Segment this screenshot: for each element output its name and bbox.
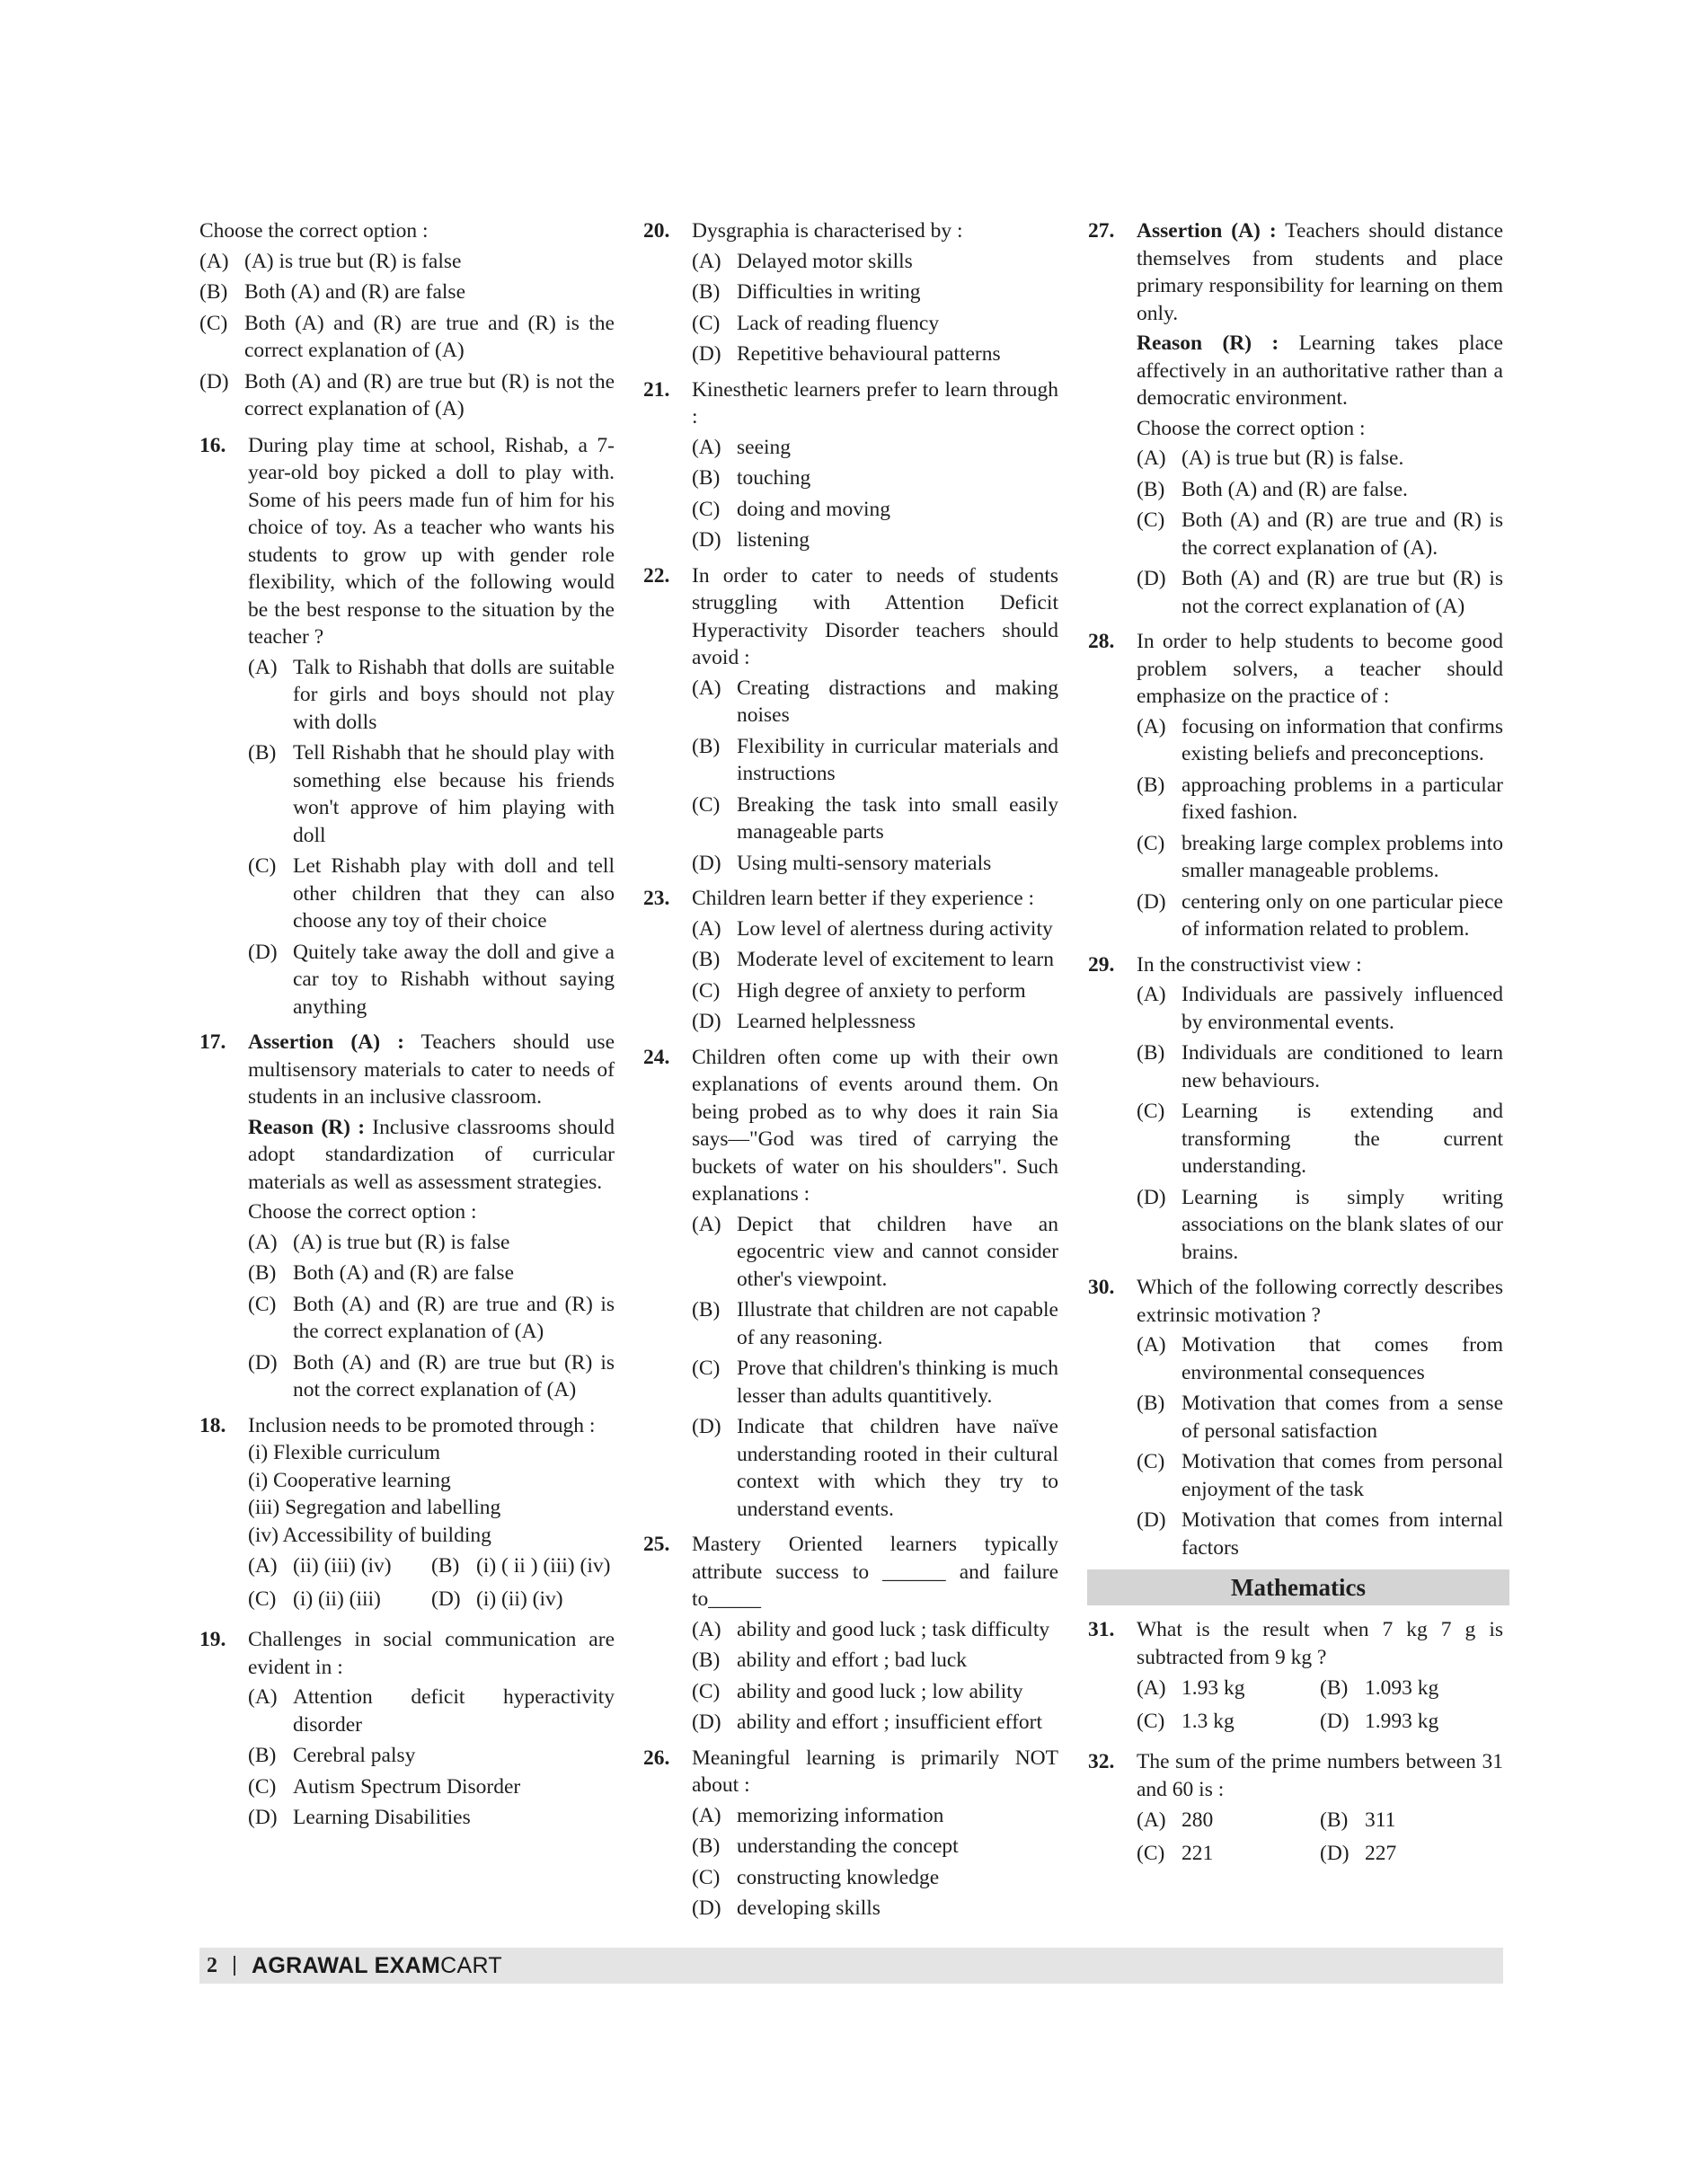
option-d — [431, 1586, 615, 1613]
option-c — [692, 310, 1058, 338]
question-stem: Choose the correct option : — [199, 219, 429, 243]
option-text: doing and moving — [737, 497, 891, 521]
option-key: (C) — [1137, 1450, 1165, 1473]
option-text: Depict that children have an egocentric view and cannot consider other's viewpoint. — [737, 1212, 1058, 1291]
question-stem: In the constructivist view : — [1137, 952, 1362, 977]
option-b — [1320, 1807, 1503, 1834]
page-number: 2 — [207, 1953, 217, 1977]
option-a — [692, 434, 1058, 462]
option-text: Creating distractions and making noises — [737, 676, 1058, 727]
option-key: (D) — [248, 1350, 278, 1375]
option-text: Let Rishabh play with doll and tell other children that they can also choose any toy of their choice — [293, 854, 615, 933]
option-text: Motivation that comes from a sense of personal satisfaction — [1181, 1392, 1503, 1443]
option-b — [1137, 1390, 1503, 1445]
assertion-text: Teachers should use multisensory materials to cater to needs of students in an inclusive classroom. — [248, 1030, 615, 1109]
brand-logo — [252, 1953, 502, 1979]
question-17 — [199, 1029, 615, 1404]
option-key: (D) — [248, 1806, 278, 1829]
question-number: 21. — [643, 377, 670, 402]
option-key: (A) — [692, 1212, 721, 1236]
option-text: 1.93 kg — [1181, 1676, 1245, 1700]
option-key: (C) — [692, 1357, 721, 1380]
question-stem: Inclusion needs to be promoted through : — [248, 1413, 596, 1437]
column-middle — [643, 217, 1058, 1931]
reason-label: Reason (R) : — [1137, 332, 1279, 355]
option-key: (A) — [692, 1617, 721, 1641]
option-key: (A) — [248, 655, 278, 679]
option-text: Both (A) and (R) are true and (R) is the correct explanation of (A) — [293, 1292, 615, 1343]
option-text: (ii) (iii) (iv) — [293, 1554, 392, 1578]
option-text: Both (A) and (R) are true and (R) is the correct explanation of (A). — [1181, 508, 1503, 560]
list-item: (iii) Segregation and labelling — [248, 1496, 501, 1519]
option-a — [1137, 1807, 1320, 1834]
option-key: (B) — [248, 1261, 277, 1285]
option-key: (D) — [1137, 889, 1166, 914]
option-text: 1.093 kg — [1365, 1676, 1439, 1700]
option-c — [248, 1586, 431, 1613]
option-text: memorizing information — [737, 1803, 944, 1827]
option-grid — [1137, 1807, 1503, 1872]
option-key: (B) — [1137, 1041, 1165, 1065]
option-text: 227 — [1365, 1841, 1397, 1865]
option-text: Lack of reading fluency — [737, 311, 940, 335]
option-key: (B) — [248, 741, 277, 765]
option-text: Both (A) and (R) are true but (R) is not the correct explanation of (A) — [293, 1350, 615, 1401]
option-text: Quitely take away the doll and give a car toy to Rishabh without saying anything — [293, 940, 615, 1019]
option-text: Learning Disabilities — [293, 1806, 471, 1829]
option-c — [1137, 507, 1503, 561]
option-key: (C) — [199, 311, 228, 335]
option-key: (C) — [692, 792, 721, 817]
option-key: (D) — [692, 1711, 721, 1734]
option-text: Individuals are conditioned to learn new behaviours. — [1181, 1041, 1503, 1092]
option-key: (C) — [248, 1774, 277, 1799]
option-text: seeing — [737, 435, 792, 459]
option-key: (A) — [248, 1685, 278, 1709]
option-key: (C) — [1137, 1100, 1165, 1123]
assertion-label: Assertion (A) : — [1137, 219, 1277, 243]
option-text: Both (A) and (R) are true but (R) is not the correct explanation of (A) — [244, 369, 615, 420]
option-d — [1137, 888, 1503, 943]
option-d — [692, 1895, 1058, 1923]
question-25 — [643, 1531, 1058, 1737]
option-b — [692, 278, 1058, 306]
option-text: Indicate that children have naïve understanding rooted in their cultural context with which they try to understand events. — [737, 1415, 1058, 1521]
option-key: (C) — [248, 1587, 277, 1611]
option-grid — [1137, 1675, 1503, 1740]
option-a — [248, 654, 615, 737]
option-key: (D) — [1320, 1841, 1350, 1865]
question-15-continued — [199, 217, 615, 423]
question-number: 28. — [1088, 630, 1115, 653]
option-key: (C) — [692, 1865, 721, 1889]
option-d — [1137, 1507, 1503, 1561]
option-key: (C) — [692, 311, 721, 335]
option-c — [692, 1678, 1058, 1706]
option-text: breaking large complex problems into smaller manageable problems. — [1181, 831, 1503, 882]
option-c — [692, 791, 1058, 846]
option-b — [431, 1552, 615, 1580]
option-c — [248, 853, 615, 935]
option-d — [248, 939, 615, 1021]
option-text: Motivation that comes from environmental consequences — [1181, 1333, 1503, 1384]
question-stem: Dysgraphia is characterised by : — [692, 219, 963, 243]
option-a — [248, 1552, 431, 1580]
question-27 — [1088, 217, 1503, 620]
column-left — [199, 217, 615, 1840]
question-26 — [643, 1745, 1058, 1923]
question-stem: Mastery Oriented learners typically attribute success to ______ and failure to_____ — [692, 1533, 1058, 1611]
option-text: Motivation that comes from personal enjoyment of the task — [1181, 1450, 1503, 1501]
question-number: 22. — [643, 563, 670, 588]
option-text: approaching problems in a particular fixed fashion. — [1181, 773, 1503, 824]
option-text: (A) is true but (R) is false — [293, 1230, 510, 1254]
option-a — [692, 1802, 1058, 1830]
option-key: (D) — [692, 1896, 721, 1920]
option-d — [692, 850, 1058, 878]
option-key: (B) — [248, 1744, 277, 1767]
question-number: 16. — [199, 433, 226, 457]
option-a — [692, 1211, 1058, 1294]
option-d — [692, 526, 1058, 554]
option-key: (C) — [248, 854, 277, 878]
option-key: (B) — [692, 280, 721, 304]
question-number: 31. — [1088, 1618, 1115, 1641]
option-text: Talk to Rishabh that dolls are suitable for girls and boys should not play with dolls — [293, 655, 615, 734]
option-key: (C) — [1137, 831, 1165, 855]
option-key: (A) — [1137, 1333, 1166, 1357]
option-d — [1137, 1184, 1503, 1267]
option-text: Both (A) and (R) are false. — [1181, 477, 1408, 501]
option-c — [692, 1864, 1058, 1892]
option-text: focusing on information that confirms existing beliefs and preconceptions. — [1181, 714, 1503, 765]
option-c — [1137, 1098, 1503, 1180]
option-key: (D) — [692, 528, 721, 552]
option-key: (A) — [692, 249, 721, 273]
assertion — [248, 1029, 615, 1111]
option-a — [692, 675, 1058, 729]
option-a — [1137, 445, 1503, 473]
question-23 — [643, 885, 1058, 1036]
option-key: (C) — [1137, 1841, 1165, 1865]
option-text: Illustrate that children are not capable of any reasoning. — [737, 1298, 1058, 1349]
option-c — [692, 1355, 1058, 1410]
option-text: (A) is true but (R) is false — [244, 249, 462, 273]
option-text: High degree of anxiety to perform — [737, 978, 1026, 1003]
option-key: (C) — [248, 1292, 277, 1316]
option-text: Tell Rishabh that he should play with something else because his friends won't approve of him playing with doll — [293, 741, 615, 847]
question-number: 23. — [643, 887, 670, 910]
question-stem: During play time at school, Rishab, a 7-year-old boy picked a doll to play with. Some of his peers made fun of him for his choice of toy. As a teacher who wants his students to grow up with gender role flexibility, which of the following would be the best response to the situation by the teacher ? — [248, 433, 615, 649]
option-c — [1137, 830, 1503, 885]
option-key: (B) — [692, 948, 721, 971]
reason-text: Inclusive classrooms should adopt standardization of curricular materials as well as assessment strategies. — [248, 1115, 615, 1194]
option-a — [199, 248, 615, 276]
option-key: (B) — [692, 466, 721, 490]
option-b — [692, 733, 1058, 788]
option-key: (C) — [692, 497, 721, 521]
list-item: (iv) Accessibility of building — [248, 1523, 491, 1547]
question-number: 26. — [643, 1746, 670, 1770]
option-d — [199, 368, 615, 423]
option-d — [1137, 565, 1503, 620]
option-key: (B) — [692, 1834, 721, 1858]
option-text: Low level of alertness during activity — [737, 916, 1053, 941]
option-c — [692, 977, 1058, 1005]
option-text: developing skills — [737, 1896, 881, 1920]
option-text: Difficulties in writing — [737, 280, 921, 304]
option-b — [199, 278, 615, 306]
option-key: (A) — [248, 1230, 278, 1254]
option-a — [692, 915, 1058, 943]
option-key: (A) — [1137, 1808, 1166, 1832]
option-key: (C) — [692, 1679, 721, 1703]
option-a — [248, 1684, 615, 1738]
option-b — [248, 1742, 615, 1770]
section-heading-mathematics: Mathematics — [1087, 1569, 1509, 1605]
question-number: 17. — [199, 1030, 226, 1054]
question-31 — [1088, 1616, 1503, 1740]
question-stem: Children often come up with their own explanations of events around them. On being probed as to why does it rain Sia says—"God was tired of carrying the buckets of water on his shoulders". Such explanations : — [692, 1045, 1058, 1206]
option-key: (D) — [692, 342, 721, 366]
option-text: Prove that children's thinking is much lesser than adults quantitively. — [737, 1357, 1058, 1408]
question-21 — [643, 376, 1058, 554]
option-text: Learning is extending and transforming the current understanding. — [1181, 1100, 1503, 1178]
option-b — [692, 1296, 1058, 1351]
option-key: (D) — [248, 940, 278, 964]
option-key: (B) — [692, 1649, 721, 1672]
option-text: ability and effort ; insufficient effort — [737, 1711, 1043, 1734]
question-20 — [643, 217, 1058, 368]
option-text: Learned helplessness — [737, 1010, 916, 1033]
question-18 — [199, 1412, 615, 1619]
option-key: (B) — [1320, 1808, 1349, 1832]
question-stem: In order to cater to needs of students struggling with Attention Deficit Hyperactivity Disorder teachers should avoid : — [692, 563, 1058, 669]
option-grid — [248, 1552, 615, 1618]
question-stem: Kinesthetic learners prefer to learn through : — [692, 377, 1058, 429]
option-text: 1.993 kg — [1365, 1709, 1439, 1733]
column-right — [1088, 217, 1503, 1880]
option-key: (A) — [692, 435, 721, 459]
option-a — [1137, 1331, 1503, 1386]
question-24 — [643, 1044, 1058, 1524]
option-key: (D) — [1137, 567, 1166, 590]
question-number: 19. — [199, 1628, 226, 1651]
option-text: Moderate level of excitement to learn — [737, 948, 1054, 971]
option-d — [248, 1804, 615, 1832]
option-text: 1.3 kg — [1181, 1709, 1235, 1733]
option-key: (A) — [1137, 446, 1166, 470]
question-number: 27. — [1088, 219, 1115, 243]
assertion — [1137, 217, 1503, 327]
question-stem: The sum of the prime numbers between 31 and 60 is : — [1137, 1750, 1503, 1801]
option-a — [692, 248, 1058, 276]
option-text: Both (A) and (R) are false — [293, 1261, 515, 1285]
option-text: Both (A) and (R) are true but (R) is not the correct explanation of (A) — [1181, 567, 1503, 618]
option-key: (D) — [199, 369, 229, 393]
option-text: ability and good luck ; low ability — [737, 1679, 1023, 1703]
option-c — [248, 1291, 615, 1346]
option-key: (D) — [692, 1010, 721, 1033]
option-key: (A) — [1137, 983, 1166, 1006]
footer-divider — [234, 1956, 235, 1976]
option-b — [1137, 772, 1503, 827]
option-text: constructing knowledge — [737, 1865, 940, 1889]
brand-name-bold: AGRAWAL EXAM — [252, 1952, 441, 1978]
option-a — [692, 1616, 1058, 1644]
option-text: Breaking the task into small easily manageable parts — [737, 792, 1058, 844]
option-key: (D) — [1137, 1185, 1166, 1209]
question-32 — [1088, 1748, 1503, 1872]
option-key: (D) — [1320, 1709, 1350, 1733]
option-d — [1320, 1840, 1503, 1868]
option-key: (A) — [1137, 714, 1166, 738]
option-text: Autism Spectrum Disorder — [293, 1774, 521, 1799]
option-text: Repetitive behavioural patterns — [737, 342, 1001, 366]
question-stem: Meaningful learning is primarily NOT about : — [692, 1746, 1058, 1797]
assertion-text: Teachers should distance themselves from students and place primary responsibility for learning on them only. — [1137, 219, 1503, 325]
question-number: 18. — [199, 1413, 226, 1437]
option-c — [1137, 1840, 1320, 1868]
option-b — [692, 464, 1058, 492]
option-key: (C) — [692, 978, 721, 1003]
option-c — [692, 496, 1058, 524]
option-text: Both (A) and (R) are false — [244, 280, 466, 304]
option-text: touching — [737, 466, 811, 490]
question-16 — [199, 432, 615, 1021]
option-key: (A) — [692, 676, 721, 700]
option-c — [1137, 1448, 1503, 1503]
option-text: Cerebral palsy — [293, 1744, 416, 1767]
option-d — [692, 340, 1058, 368]
option-a — [1137, 981, 1503, 1036]
option-text: 311 — [1365, 1808, 1396, 1832]
option-text: Delayed motor skills — [737, 249, 913, 273]
option-key: (B) — [199, 280, 228, 304]
option-key: (D) — [1137, 1508, 1166, 1532]
option-d — [692, 1709, 1058, 1737]
option-text: (i) (ii) (iii) — [293, 1587, 381, 1611]
option-text: listening — [737, 528, 810, 552]
option-key: (B) — [1137, 773, 1165, 797]
question-number: 25. — [643, 1533, 670, 1556]
option-text: Flexibility in curricular materials and instructions — [737, 734, 1058, 785]
question-number: 20. — [643, 219, 670, 243]
option-text: Motivation that comes from internal factors — [1181, 1508, 1503, 1560]
option-text: Learning is simply writing associations on the blank slates of our brains. — [1181, 1185, 1503, 1264]
option-c — [248, 1773, 615, 1801]
option-key: (B) — [1320, 1676, 1349, 1700]
option-d — [1320, 1708, 1503, 1736]
question-30 — [1088, 1274, 1503, 1561]
option-key: (A) — [248, 1554, 278, 1578]
question-number: 32. — [1088, 1750, 1115, 1773]
option-b — [692, 1647, 1058, 1675]
question-29 — [1088, 951, 1503, 1267]
option-text: understanding the concept — [737, 1834, 959, 1858]
reason — [1137, 330, 1503, 412]
option-key: (B) — [1137, 1392, 1165, 1415]
question-28 — [1088, 628, 1503, 943]
option-text: Attention deficit hyperactivity disorder — [293, 1685, 615, 1737]
option-key: (D) — [692, 1415, 721, 1438]
question-22 — [643, 562, 1058, 878]
option-key: (C) — [1137, 1709, 1165, 1733]
option-b — [692, 946, 1058, 974]
question-19 — [199, 1626, 615, 1832]
choose-prompt: Choose the correct option : — [248, 1200, 477, 1224]
option-d — [692, 1008, 1058, 1036]
option-text: (i) ( ii ) (iii) (iv) — [476, 1554, 611, 1578]
option-key: (B) — [692, 1298, 721, 1322]
option-a — [1137, 1675, 1320, 1702]
option-text: ability and good luck ; task difficulty — [737, 1617, 1050, 1641]
option-text: Individuals are passively influenced by environmental events. — [1181, 983, 1503, 1034]
option-c — [1137, 1708, 1320, 1736]
reason-label: Reason (R) : — [248, 1115, 366, 1139]
option-text: centering only on one particular piece of information related to problem. — [1181, 889, 1503, 941]
option-key: (A) — [692, 916, 721, 941]
option-key: (B) — [431, 1554, 460, 1578]
option-text: ability and effort ; bad luck — [737, 1649, 968, 1672]
option-b — [692, 1833, 1058, 1861]
option-a — [1137, 713, 1503, 768]
question-stem: Children learn better if they experience : — [692, 887, 1035, 910]
page-footer — [199, 1948, 1503, 1984]
option-b — [248, 1260, 615, 1287]
list-item: (i) Flexible curriculum — [248, 1441, 441, 1464]
option-key: (D) — [431, 1587, 461, 1611]
question-stem: Which of the following correctly describes extrinsic motivation ? — [1137, 1276, 1503, 1327]
option-b — [248, 739, 615, 849]
list-item: (i) Cooperative learning — [248, 1468, 451, 1492]
option-text: (i) (ii) (iv) — [476, 1587, 563, 1611]
question-number: 30. — [1088, 1276, 1115, 1299]
option-d — [248, 1349, 615, 1404]
option-d — [692, 1413, 1058, 1523]
option-text: Both (A) and (R) are true and (R) is the correct explanation of (A) — [244, 311, 615, 362]
question-stem: In order to help students to become good problem solvers, a teacher should emphasize on the practice of : — [1137, 630, 1503, 708]
option-key: (D) — [692, 851, 721, 875]
option-key: (A) — [1137, 1676, 1166, 1700]
option-key: (A) — [692, 1803, 721, 1827]
brand-name-light: CART — [440, 1952, 502, 1978]
question-stem: Challenges in social communication are evident in : — [248, 1628, 615, 1679]
choose-prompt: Choose the correct option : — [1137, 416, 1366, 440]
reason-text: Learning takes place affectively in an authoritative rather than a democratic environment. — [1137, 332, 1503, 410]
question-number: 24. — [643, 1045, 670, 1069]
option-text: 221 — [1181, 1841, 1214, 1865]
option-a — [248, 1229, 615, 1257]
option-b — [1137, 1039, 1503, 1094]
option-key: (B) — [692, 734, 721, 758]
option-text: 280 — [1181, 1808, 1214, 1832]
question-number: 29. — [1088, 952, 1115, 977]
reason — [248, 1114, 615, 1197]
option-c — [199, 310, 615, 365]
option-key: (B) — [1137, 477, 1165, 501]
option-key: (C) — [1137, 508, 1165, 532]
option-key: (A) — [199, 249, 229, 273]
option-b — [1137, 476, 1503, 504]
option-text: (A) is true but (R) is false. — [1181, 446, 1404, 470]
assertion-label: Assertion (A) : — [248, 1030, 404, 1054]
option-b — [1320, 1675, 1503, 1702]
question-stem: What is the result when 7 kg 7 g is subtracted from 9 kg ? — [1137, 1618, 1503, 1669]
option-text: Using multi-sensory materials — [737, 851, 992, 875]
